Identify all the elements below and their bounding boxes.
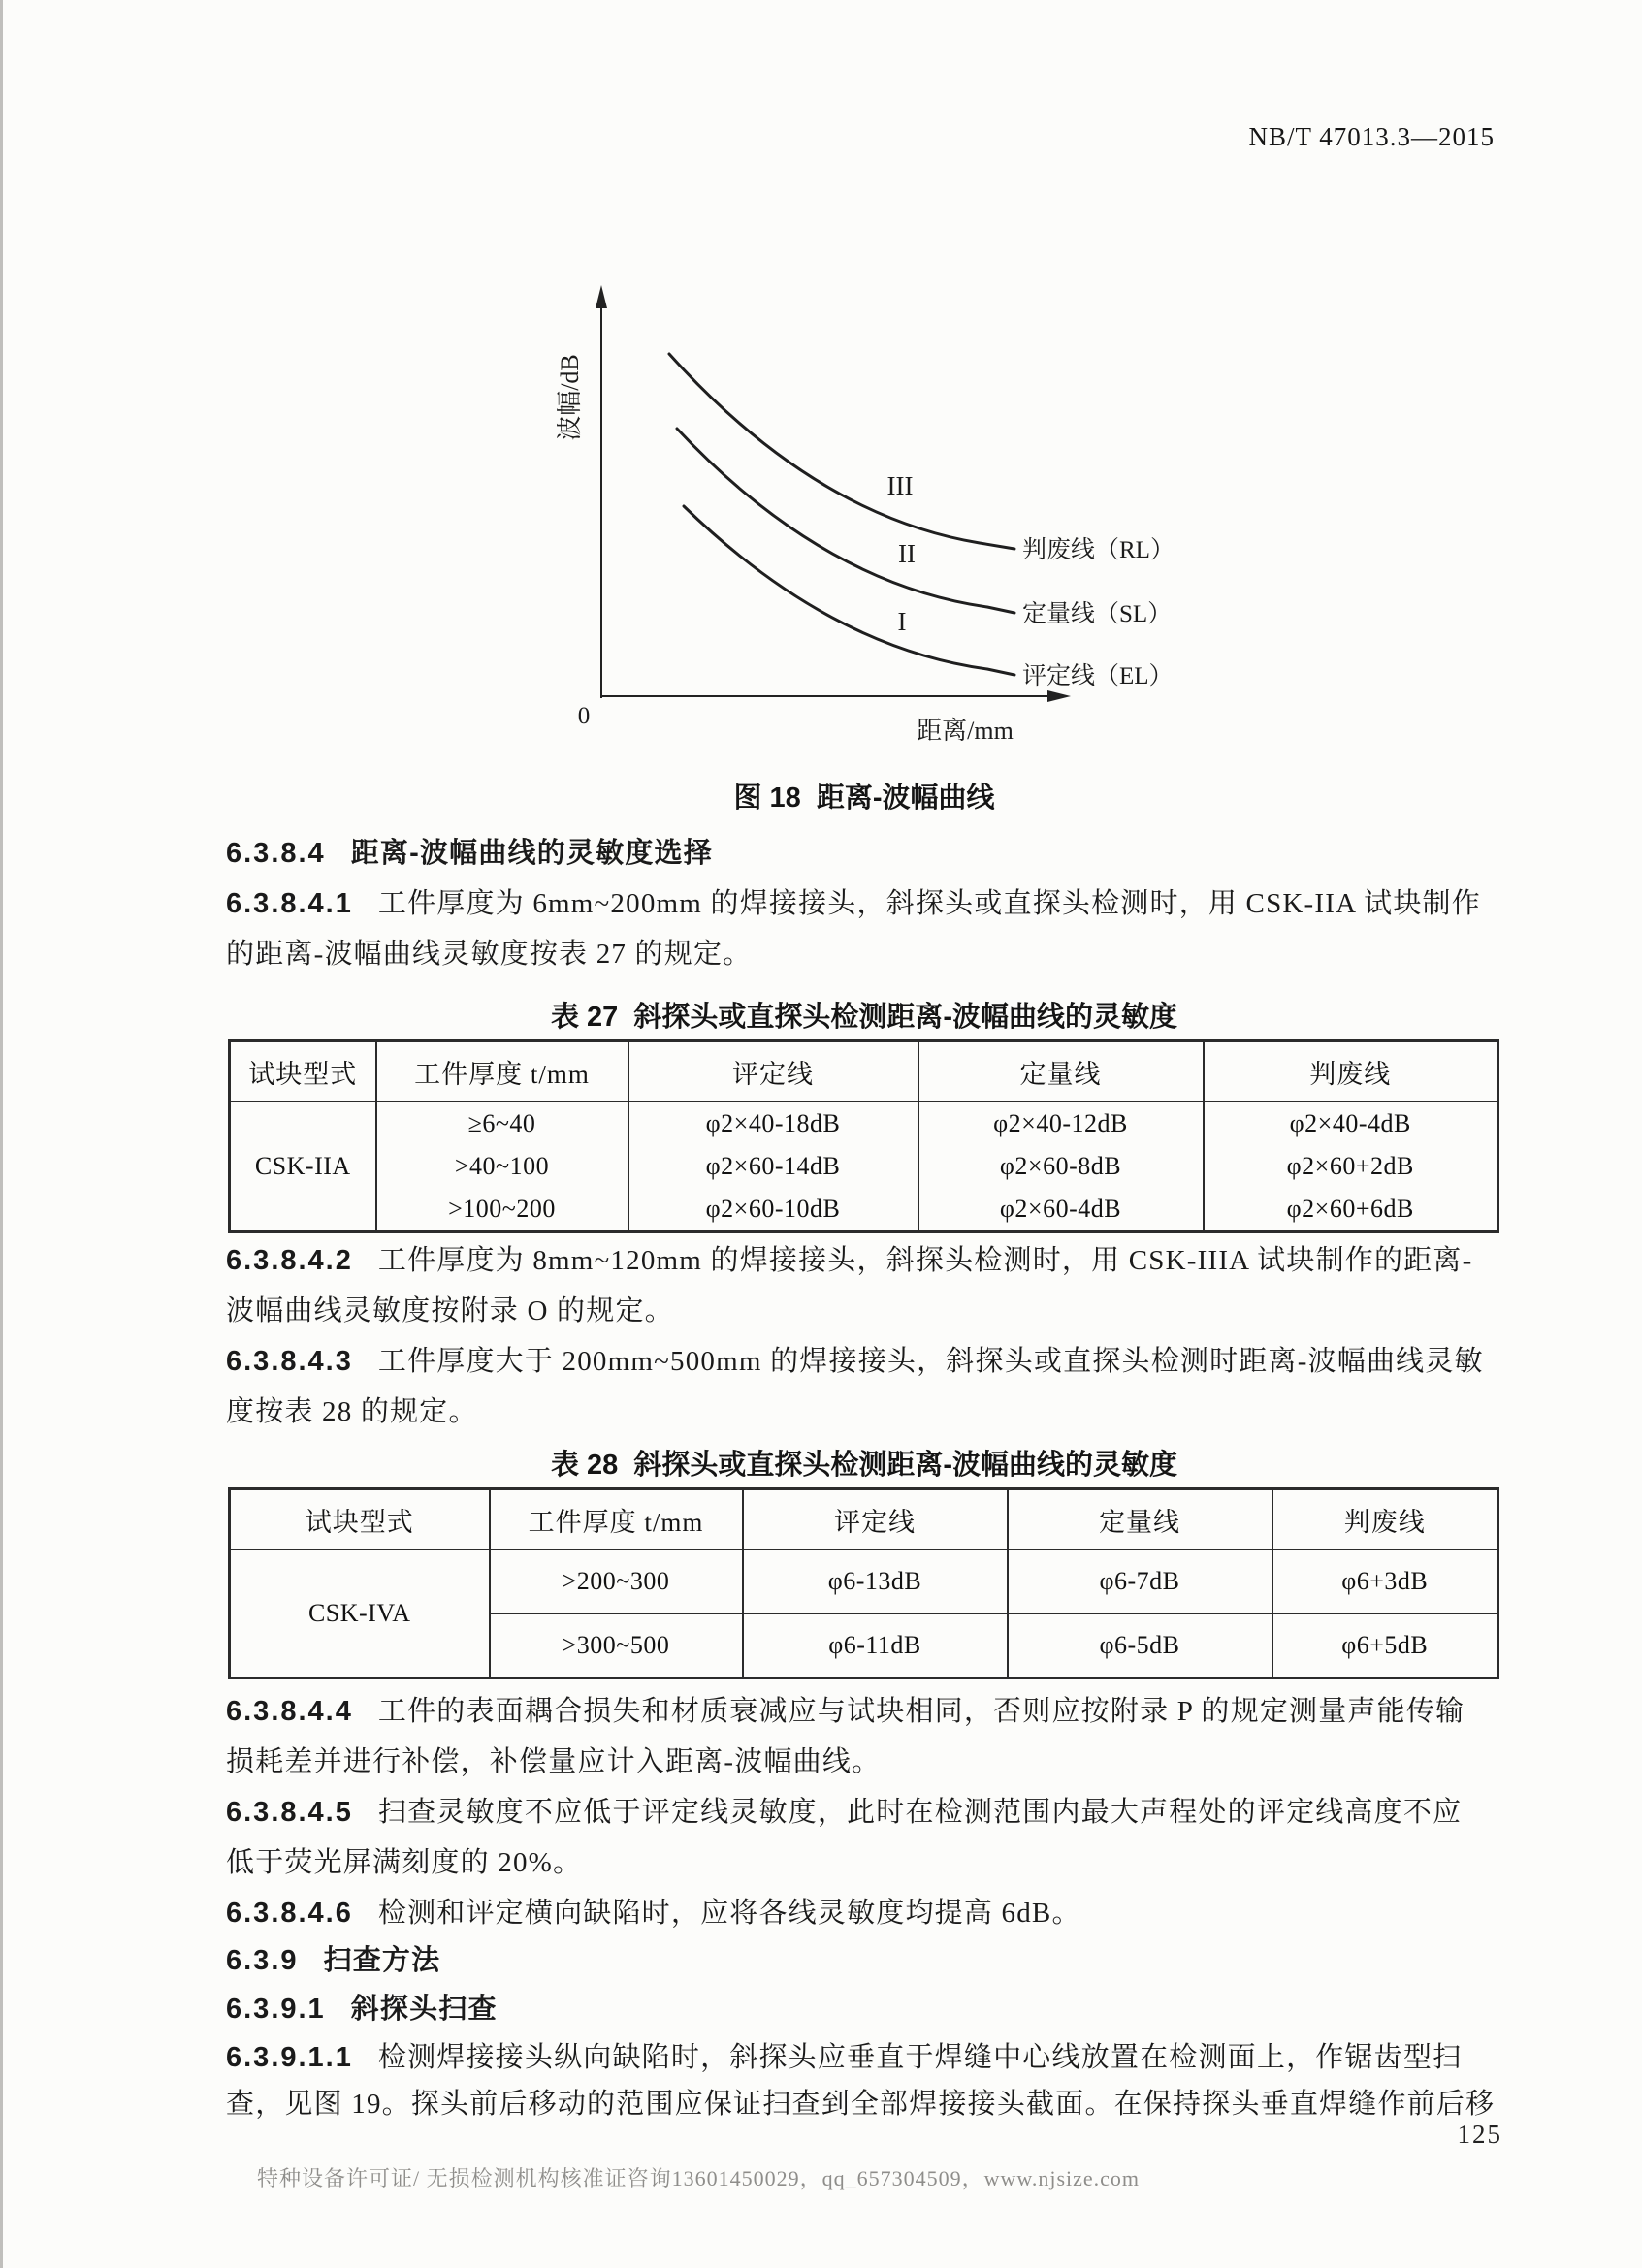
origin-label: 0 bbox=[577, 703, 591, 729]
standard-number-header: NB/T 47013.3—2015 bbox=[1248, 122, 1495, 151]
para-text: 检测焊接接头纵向缺陷时，斜探头应垂直于焊缝中心线放置在检测面上，作锯齿型扫 bbox=[377, 2042, 1463, 2073]
para-6-3-8-4-5-line-1 bbox=[226, 1793, 1502, 1832]
para-text: 扫查灵敏度不应低于评定线灵敏度，此时在检测范围内最大声程处的评定线高度不应 bbox=[377, 1797, 1463, 1828]
footer-watermark: 特种设备许可证/ 无损检测机构核准证咨询13601450029，qq_657304509，www.njsize.com bbox=[257, 2166, 1141, 2190]
para-text: 检测和评定横向缺陷时，应将各线灵敏度均提高 6dB。 bbox=[377, 1898, 1081, 1929]
para-text: 工件的表面耦合损失和材质衰减应与试块相同，否则应按附录 P 的规定测量声能传输 bbox=[377, 1696, 1465, 1727]
table-cell: φ6-13dB bbox=[743, 1549, 1008, 1613]
para-6-3-9-1-1-line-2: 查，见图 19。探头前后移动的范围应保证扫查到全部焊接接头截面。在保持探头垂直焊缝作前后移 bbox=[226, 2089, 1496, 2120]
table-row bbox=[230, 1102, 1498, 1145]
table-cell: ≥6~40 bbox=[376, 1102, 628, 1145]
para-6-3-8-4-1-line-2: 的距离-波幅曲线灵敏度按表 27 的规定。 bbox=[226, 939, 753, 970]
header-cell: 试块型式 bbox=[230, 1041, 376, 1102]
clause-number: 6.3.8.4.1 bbox=[226, 888, 353, 919]
page-number: 125 bbox=[1457, 2120, 1502, 2149]
clause-number: 6.3.8.4.5 bbox=[226, 1797, 353, 1828]
para-6-3-8-4-2-line-1 bbox=[226, 1241, 1502, 1280]
table-cell: φ2×40-4dB bbox=[1204, 1102, 1498, 1145]
curve-RL bbox=[669, 354, 1014, 549]
heading-text: 距离-波幅曲线的灵敏度选择 bbox=[350, 838, 713, 869]
clause-number: 6.3.8.4.6 bbox=[226, 1898, 353, 1929]
clause-number: 6.3.9.1 bbox=[226, 1994, 326, 2025]
curve-SL bbox=[677, 429, 1014, 613]
heading-6-3-9 bbox=[226, 1941, 1502, 1980]
table-cell: φ6+5dB bbox=[1272, 1613, 1498, 1678]
para-text: 工件厚度大于 200mm~500mm 的焊接接头，斜探头或直探头检测时距离-波幅曲线灵敏 bbox=[377, 1346, 1484, 1377]
header-cell: 定量线 bbox=[918, 1041, 1204, 1102]
block-type-cell: CSK-IVA bbox=[230, 1549, 490, 1678]
table-cell: φ2×60-8dB bbox=[918, 1145, 1204, 1188]
x-axis-arrow-icon bbox=[1047, 690, 1071, 702]
table-27-title: 表 27 斜探头或直探头检测距离-波幅曲线的灵敏度 bbox=[550, 1002, 1178, 1033]
dac-curve-diagram bbox=[524, 262, 1203, 776]
clause-number: 6.3.8.4.2 bbox=[226, 1245, 353, 1276]
curve-label-EL: 评定线（EL） bbox=[1022, 663, 1174, 689]
table-cell: φ2×40-12dB bbox=[918, 1102, 1204, 1145]
para-6-3-8-4-6 bbox=[226, 1894, 1502, 1933]
table-27-header-row bbox=[230, 1041, 1498, 1102]
figure-18-chart bbox=[524, 262, 1203, 776]
table-cell: φ2×60+6dB bbox=[1204, 1188, 1498, 1232]
scan-edge-artifact bbox=[0, 0, 3, 2268]
table-27 bbox=[228, 1039, 1499, 1233]
para-text: 工件厚度为 6mm~200mm 的焊接接头，斜探头或直探头检测时，用 CSK-IIA 试块制作 bbox=[377, 888, 1481, 919]
header-cell: 评定线 bbox=[743, 1489, 1008, 1550]
header-cell: 定量线 bbox=[1008, 1489, 1272, 1550]
table-28-title: 表 28 斜探头或直探头检测距离-波幅曲线的灵敏度 bbox=[550, 1450, 1178, 1481]
curve-EL bbox=[684, 506, 1014, 675]
para-6-3-8-4-5-line-2: 低于荧光屏满刻度的 20%。 bbox=[226, 1847, 583, 1878]
table-row bbox=[230, 1145, 1498, 1188]
table-cell: φ2×60+2dB bbox=[1204, 1145, 1498, 1188]
zone-label-1: I bbox=[897, 607, 907, 636]
para-6-3-9-1-1-line-1 bbox=[226, 2038, 1502, 2077]
table-28 bbox=[228, 1487, 1499, 1679]
table-cell: >100~200 bbox=[376, 1188, 628, 1232]
clause-number: 6.3.8.4 bbox=[226, 838, 326, 869]
table-cell: >300~500 bbox=[490, 1613, 743, 1678]
y-axis-label: 波幅/dB bbox=[556, 354, 584, 441]
table-cell: φ6-11dB bbox=[743, 1613, 1008, 1678]
table-cell: φ6-5dB bbox=[1008, 1613, 1272, 1678]
table-cell: >200~300 bbox=[490, 1549, 743, 1613]
x-axis-label: 距离/mm bbox=[917, 717, 1014, 745]
para-6-3-8-4-3-line-1 bbox=[226, 1342, 1502, 1381]
heading-text: 斜探头扫查 bbox=[350, 1994, 498, 2025]
block-type-cell: CSK-IIA bbox=[230, 1102, 376, 1232]
heading-6-3-9-1 bbox=[226, 1990, 1502, 2028]
header-cell: 工件厚度 t/mm bbox=[376, 1041, 628, 1102]
header-cell: 判废线 bbox=[1204, 1041, 1498, 1102]
heading-text: 扫查方法 bbox=[323, 1945, 441, 1976]
zone-label-3: III bbox=[886, 471, 914, 500]
table-cell: φ2×60-4dB bbox=[918, 1188, 1204, 1232]
para-6-3-8-4-1-line-1 bbox=[226, 884, 1502, 923]
table-cell: φ6+3dB bbox=[1272, 1549, 1498, 1613]
clause-number: 6.3.8.4.4 bbox=[226, 1696, 353, 1727]
table-cell: φ6-7dB bbox=[1008, 1549, 1272, 1613]
table-cell: >40~100 bbox=[376, 1145, 628, 1188]
para-text: 工件厚度为 8mm~120mm 的焊接接头，斜探头检测时，用 CSK-IIIA 试块制作的距离- bbox=[377, 1245, 1473, 1276]
y-axis-arrow-icon bbox=[596, 285, 607, 308]
curve-label-SL: 定量线（SL） bbox=[1022, 601, 1173, 627]
clause-number: 6.3.9 bbox=[226, 1945, 299, 1976]
curve-label-RL: 判废线（RL） bbox=[1022, 537, 1175, 563]
table-cell: φ2×60-14dB bbox=[628, 1145, 918, 1188]
para-6-3-8-4-4-line-2: 损耗差并进行补偿，补偿量应计入距离-波幅曲线。 bbox=[226, 1746, 882, 1777]
heading-6-3-8-4 bbox=[226, 834, 1502, 873]
para-6-3-8-4-4-line-1 bbox=[226, 1692, 1502, 1731]
para-6-3-8-4-3-line-2: 度按表 28 的规定。 bbox=[226, 1396, 478, 1427]
header-cell: 工件厚度 t/mm bbox=[490, 1489, 743, 1550]
clause-number: 6.3.8.4.3 bbox=[226, 1346, 353, 1377]
clause-number: 6.3.9.1.1 bbox=[226, 2042, 353, 2073]
table-cell: φ2×60-10dB bbox=[628, 1188, 918, 1232]
header-cell: 评定线 bbox=[628, 1041, 918, 1102]
figure-18-caption: 图 18 距离-波幅曲线 bbox=[733, 783, 995, 814]
table-cell: φ2×40-18dB bbox=[628, 1102, 918, 1145]
table-row bbox=[230, 1549, 1498, 1613]
zone-label-2: II bbox=[898, 539, 916, 568]
header-cell: 判废线 bbox=[1272, 1489, 1498, 1550]
para-6-3-8-4-2-line-2: 波幅曲线灵敏度按附录 O 的规定。 bbox=[226, 1295, 674, 1326]
table-row bbox=[230, 1188, 1498, 1232]
header-cell: 试块型式 bbox=[230, 1489, 490, 1550]
table-28-header-row bbox=[230, 1489, 1498, 1550]
